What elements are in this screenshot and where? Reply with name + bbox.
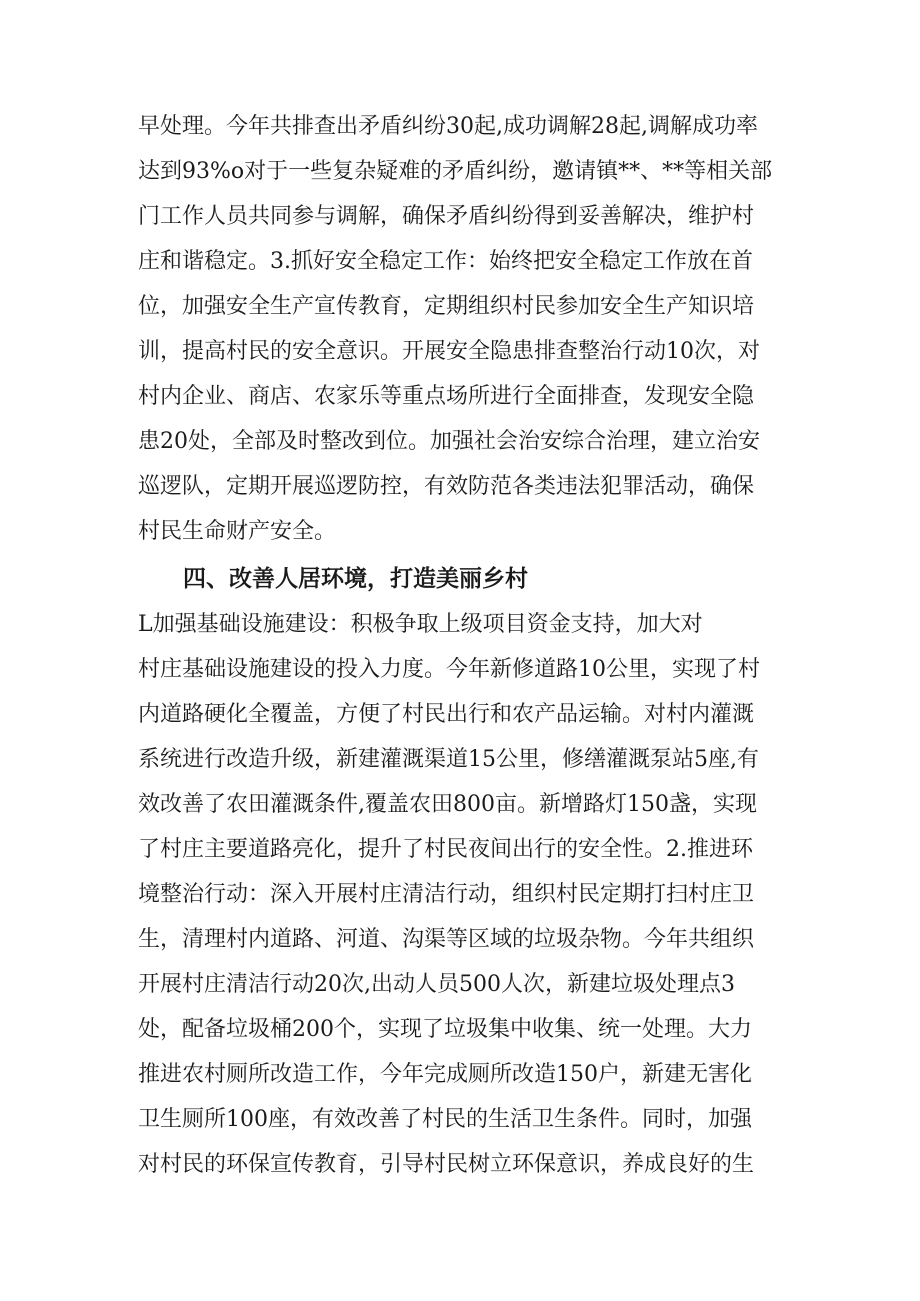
body-text-line: 开展村庄清洁行动20次,出动人员500人次，新建垃圾处理点3	[138, 972, 735, 997]
section-heading: 四、改善人居环境，打造美丽乡村	[183, 566, 528, 592]
body-text-line: 村庄基础设施建设的投入力度。今年新修道路10公里，实现了村	[138, 657, 760, 682]
body-text-line: 内道路硬化全覆盖，方便了村民出行和农产品运输。对村内灌溉	[138, 702, 755, 727]
body-text-line: L加强基础设施建设：积极争取上级项目资金支持，加大对	[138, 612, 703, 637]
body-text-line: 效改善了农田灌溉条件,覆盖农田800亩。新增路灯150盏，实现	[138, 792, 757, 817]
body-text-line: 巡逻队，定期开展巡逻防控，有效防范各类违法犯罪活动，确保	[138, 474, 755, 499]
body-text-line: 对村民的环保宣传教育，引导村民树立环保意识，养成良好的生	[138, 1152, 755, 1177]
body-text-line: 村内企业、商店、农家乐等重点场所进行全面排查，发现安全隐	[138, 384, 755, 409]
body-text-line: 训，提高村民的安全意识。开展安全隐患排查整治行动10次，对	[138, 339, 760, 364]
body-text-line: 村民生命财产安全。	[138, 519, 337, 544]
body-text-line: 推进农村厕所改造工作，今年完成厕所改造150户，新建无害化	[138, 1062, 752, 1087]
body-text-line: 患20处，全部及时整改到位。加强社会治安综合治理，建立治安	[138, 429, 760, 454]
body-text-line: 境整治行动：深入开展村庄清洁行动，组织村民定期打扫村庄卫	[138, 882, 755, 907]
body-text-line: 早处理。今年共排查出矛盾纠纷30起,成功调解28起,调解成功率	[138, 114, 758, 139]
body-text-line: 门工作人员共同参与调解，确保矛盾纠纷得到妥善解决，维护村	[138, 204, 755, 229]
body-text-line: 了村庄主要道路亮化，提升了村民夜间出行的安全性。2.推进环	[138, 837, 753, 862]
body-text-line: 庄和谐稳定。3.抓好安全稳定工作：始终把安全稳定工作放在首	[138, 249, 753, 274]
body-text-line: 位，加强安全生产宣传教育，定期组织村民参加安全生产知识培	[138, 294, 755, 319]
body-text-line: 系统进行改造升级，新建灌溉渠道15公里，修缮灌溉泵站5座,有	[138, 747, 759, 772]
body-text-line: 生，清理村内道路、河道、沟渠等区域的垃圾杂物。今年共组织	[138, 927, 755, 952]
body-text-line: 达到93%o对于一些复杂疑难的矛盾纠纷，邀请镇**、**等相关部	[138, 159, 773, 184]
body-text-line: 卫生厕所100座，有效改善了村民的生活卫生条件。同时，加强	[138, 1107, 752, 1132]
body-text-line: 处，配备垃圾桶200个，实现了垃圾集中收集、统一处理。大力	[138, 1017, 752, 1042]
